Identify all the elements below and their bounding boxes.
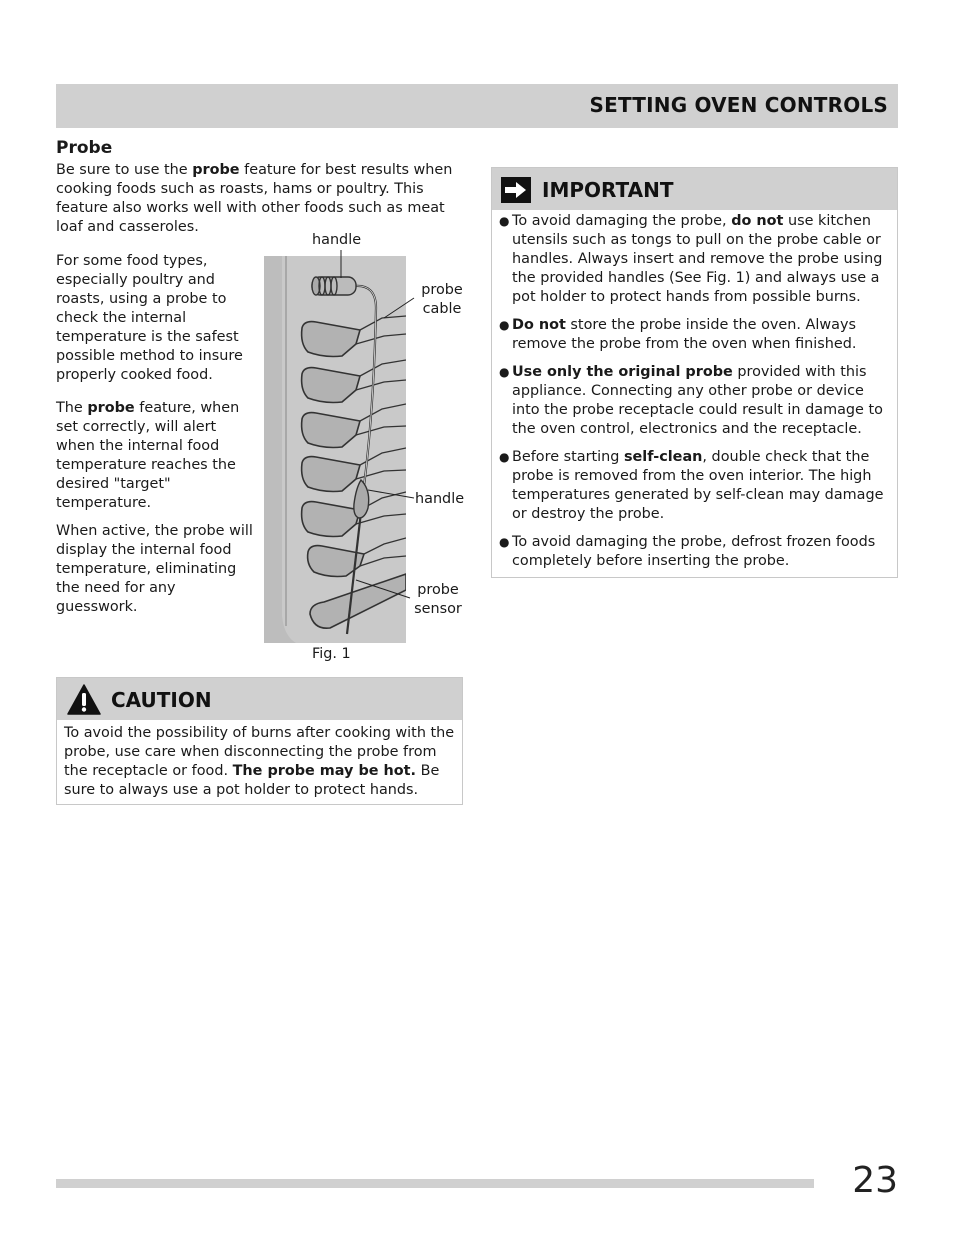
important-header <box>492 168 897 210</box>
warning-icon <box>67 684 101 715</box>
list-item: ● Before starting self-clean, double check that the probe is removed from the oven interior. The high temperatures generated by self-clean may damage or destroy the probe. <box>499 449 884 522</box>
list-item: ● To avoid damaging the probe, defrost frozen foods completely before inserting the probe. <box>499 534 876 569</box>
section-title: SETTING OVEN CONTROLS <box>589 93 888 117</box>
probe-paragraph-alert: The probe feature, when set correctly, will alert when the internal food temperature reaches the desired "target" temperature. <box>56 400 240 511</box>
list-item: ● Do not store the probe inside the oven. Always remove the probe from the oven when finished. <box>499 317 857 352</box>
arrow-right-icon <box>501 177 531 203</box>
caution-header <box>57 678 462 720</box>
caution-notice-box <box>56 677 463 805</box>
probe-intro-paragraph: Be sure to use the probe feature for best results when cooking foods such as roasts, hams or poultry. This feature also works well with other foods such as meat loaf and casseroles. <box>56 162 453 235</box>
important-notice-box <box>491 167 898 578</box>
caution-text: To avoid the possibility of burns after cooking with the probe, use care when disconnecting the probe from the receptacle or food. The probe may be hot. Be sure to always use a pot holder to protect hands. <box>64 725 455 798</box>
list-item: ● To avoid damaging the probe, do not use kitchen utensils such as tongs to pull on the probe cable or handles. Always insert and remove the probe using the provided handles (See Fig. 1) and always use a pot holder to protect hands from possible burns. <box>499 213 883 305</box>
footer-bar <box>56 1179 814 1188</box>
important-title: IMPORTANT <box>542 178 674 202</box>
label-handle-top: handle <box>312 232 362 248</box>
label-handle-middle: handle <box>415 491 465 507</box>
figure-caption: Fig. 1 <box>312 646 351 662</box>
section-header-bar <box>56 84 898 128</box>
probe-paragraph-display: When active, the probe will display the internal food temperature, eliminating the need for any guesswork. <box>56 523 253 615</box>
list-item: ● Use only the original probe provided with this appliance. Connecting any other probe or device into the probe receptacle could result in damage to the oven control, electronics and the receptacle. <box>499 364 883 437</box>
label-probe-cable: probe cable <box>421 282 463 317</box>
label-probe-sensor: probe sensor <box>414 582 462 617</box>
important-bullet-list <box>492 212 892 580</box>
page-number: 23 <box>852 1160 898 1201</box>
probe-in-roast-illustration <box>264 256 406 643</box>
probe-paragraph-safety: For some food types, especially poultry and roasts, using a probe to check the internal temperature is the safest possible method to insure properly cooked food. <box>56 253 243 383</box>
probe-heading: Probe <box>56 138 113 158</box>
caution-title: CAUTION <box>111 688 212 712</box>
